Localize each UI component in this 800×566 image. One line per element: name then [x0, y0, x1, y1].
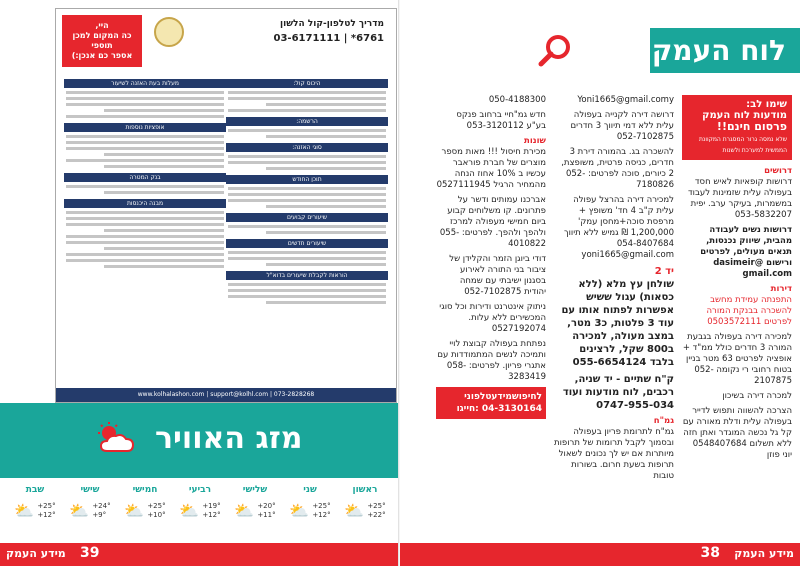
classified-ad	[682, 166, 792, 221]
brand-name: מידע העמק	[6, 547, 66, 560]
board-title: לוח העמק	[651, 34, 786, 67]
ad-text: Yoni1665@gmail.comy	[577, 95, 674, 105]
ad-category: גמ"ח	[653, 416, 674, 426]
ad-text: למכרה דירה בשיכון	[722, 391, 792, 401]
weather-section	[0, 403, 400, 543]
sun-cloud-icon: ⛅	[124, 501, 145, 520]
temp-low: +12°	[202, 510, 221, 519]
classified-ad	[436, 110, 546, 132]
page-number: 39	[80, 545, 100, 561]
phone-guide-document	[55, 8, 397, 403]
classified-ad	[436, 339, 546, 383]
ad-text: שולחן עץ מלא (ללא כסאות) עגול ששיש אפשרות לפתוח אותו עם עוד 3 פלטות, כ3 מטר, במצב מעולה, למכירה ב800 שקל, לרצינים בלבד 055-6654124	[561, 279, 674, 368]
forecast-day	[10, 485, 60, 545]
section-heading: תוכן החודש	[226, 175, 388, 184]
temp-low: +12°	[37, 510, 56, 519]
ad-text: 050-4188300	[488, 95, 546, 105]
notice-line: שימו לב:	[746, 99, 787, 110]
phone-info-box	[436, 387, 546, 419]
temp-low: +22°	[367, 510, 386, 519]
sun-cloud-icon: ⛅	[179, 501, 200, 520]
classified-ad	[682, 284, 792, 328]
ad-category: יד 2	[654, 266, 674, 277]
classified-ad	[554, 265, 674, 369]
day-name: רביעי	[188, 485, 212, 495]
classified-ad	[554, 416, 674, 482]
promo-line: היי,	[95, 21, 109, 30]
free-ad-notice	[682, 95, 792, 160]
temp-high: +25°	[367, 501, 386, 510]
temp-low: +12°	[312, 510, 331, 519]
ad-text: ק"ח שתיים - יד שניה, רכבים, לוח מודעות ועוד 0747-955-034	[562, 374, 674, 411]
classified-ad	[436, 302, 546, 335]
temp-low: +9°	[92, 510, 107, 519]
temp-high: +20°	[257, 501, 276, 510]
ad-text: ניתוק אינטרנט ודירות וכל סוגי המכשירים ללא עלות. 0527192074	[439, 302, 546, 334]
temp-high: +25°	[37, 501, 56, 510]
day-name: שבת	[25, 485, 45, 495]
weather-title: מזג האוויר	[155, 421, 303, 456]
right-page	[400, 0, 800, 566]
ad-text: הצרכה להשווה ותפוש לדייר בעפולה עלית ודלת מאורה עם קל גל נכשה המוגדר ואתן חזה ללא תשלום 0548407684 יוני פוזן	[682, 406, 792, 460]
cloud-sun-icon	[95, 421, 139, 455]
notice-line: שלא נמסה גרור המסגרת המקוונת הממשית למערכת ולשנות	[698, 136, 787, 154]
promo-line: כה המקום למכן תוספי	[72, 31, 132, 50]
sun-cloud-icon: ⛅	[69, 501, 90, 520]
doc-header	[54, 9, 396, 69]
section-heading: מעלות בעת האזנה לשיעור	[64, 79, 226, 88]
classified-ad	[436, 254, 546, 298]
notice-line: פרסום חינם!!	[716, 120, 787, 133]
page-number: 38	[700, 545, 720, 561]
temp-high: +24°	[92, 501, 111, 510]
forecast-day	[175, 485, 225, 545]
classifieds-column-2	[554, 95, 674, 543]
ad-category: שונות	[524, 136, 546, 146]
forecast-day	[340, 485, 390, 545]
classifieds-column-3	[436, 95, 546, 543]
notice-line: מודעות לוח העמק	[702, 110, 787, 121]
ad-text: התפנתה עמידת מחשב להשכרה בבנקת המורה לפרטים 0503572111	[706, 295, 792, 327]
doc-phone: 6761* | 03-6171111	[273, 33, 384, 44]
board-header	[400, 0, 800, 80]
classifieds-body	[400, 95, 800, 543]
section-heading: הרשמה:	[226, 117, 388, 126]
sun-cloud-icon: ⛅	[344, 501, 365, 520]
temp-low: +10°	[147, 510, 166, 519]
section-heading: הוראות לקבלת שיעורים בדוא"ל	[226, 271, 388, 280]
classified-ad	[554, 195, 674, 261]
brand-name: מידע העמק	[734, 547, 794, 560]
section-heading: בנק המטרה	[64, 173, 226, 182]
doc-title: מדריך לטלפון-קול הלשון	[280, 19, 384, 29]
temp-low: +11°	[257, 510, 276, 519]
section-heading: שיעורים חדשים	[226, 239, 388, 248]
forecast-day	[120, 485, 170, 545]
footer-bar-left	[0, 543, 400, 566]
forecast-day	[230, 485, 280, 545]
ad-text: להשכרה בג. בהמורה דירת 3 חדרים, כניסה פרטית, משופצת, 2 כיורים, סוכה לפרטים: 052-7180826	[561, 147, 674, 190]
sun-cloud-icon: ⛅	[289, 501, 310, 520]
classified-ad	[554, 147, 674, 191]
classified-ad	[682, 332, 792, 387]
ad-text: דודי ביוגן הזמר והקלידן של ציבור בני התורה לאירוע בסגנון ישיבתי עם שמחה יהודית 052-7102875	[449, 254, 546, 297]
day-name: ראשון	[352, 485, 378, 495]
ad-text: חדש גמ"חיי ברחוב פנקס בע"ע 053-3120112	[456, 110, 546, 131]
classified-ad	[554, 110, 674, 143]
doc-title-block	[244, 19, 384, 44]
doc-footer: www.kolhalashon.com | support@kolhl.com | 073-2828268	[56, 388, 396, 402]
classified-ad	[682, 225, 792, 280]
day-name: שלישי	[242, 485, 268, 495]
classified-ad	[436, 95, 546, 106]
logo-seal-icon	[154, 17, 184, 47]
section-heading: שיעורים קבועים	[226, 213, 388, 222]
ad-text: גמ"ח לתרומת פריון בעפולה ובסמוך לקבל תרומות של תרופות מיותרות אם יש לך נכונים לשאול תרופות בשעת חרום. בשורות טובות	[554, 427, 674, 481]
ad-category: דירות	[770, 284, 792, 294]
doc-promo-box	[62, 15, 142, 67]
classified-ad	[682, 391, 792, 402]
phone-box-line: לחיפושמידעטלפוני	[464, 392, 542, 402]
ad-text: מכירת חיסול !!! מאות מספר מוצרים של חברת פוראבר עכשיו ב 10% אחוז הנחה מהמחיר הרגיל 0527111945	[436, 147, 546, 190]
day-name: חמישי	[132, 485, 158, 495]
temp-high: +25°	[312, 501, 331, 510]
ad-text: נפתחת בעפולה קבוצת לויי ותמיכה לנשים המתמודדות עם אתגרי פריון. לפרטים: 058-3283419	[437, 339, 546, 382]
classified-ad	[436, 195, 546, 250]
ad-text: אברכנו עמותים ודשר על פתרונים. קו משלוחים קבוע ביום חמישי מעפולה למרכז ולהפך ולהפך. לפרטים: 055-4010822	[439, 195, 546, 249]
classified-ad	[554, 95, 674, 106]
promo-line: אספר כם אנכן:)	[71, 51, 133, 60]
doc-column-left	[64, 79, 226, 364]
day-name: שני	[303, 485, 317, 495]
magnifier-icon	[538, 32, 574, 68]
classifieds-column-1	[682, 95, 792, 543]
ad-text: למכירה דירה בעפולה בגבעת המורה 3 חדרים כולל ממ"ד + אופציה לפרטים 63 מטר בניין בטוח רחובי רי נקומה 052-2107875	[682, 332, 792, 386]
classified-ad	[682, 406, 792, 461]
section-heading: אופציות נוספות	[64, 123, 226, 132]
ad-text: דרושה דירה לקנייה בעפולה עלית ללא דמי תיווך 3 חדרים 052-7102875	[570, 110, 674, 142]
classified-ad	[436, 136, 546, 191]
temp-high: +25°	[147, 501, 166, 510]
forecast-day	[65, 485, 115, 545]
classified-ad	[554, 373, 674, 412]
section-heading: סוגי האזנה:	[226, 143, 388, 152]
ad-text: דרושות קופאיות לאיש חסד בעפולה עלית שזמינות לעבוד במשמרות, בעיקר ערב. יפית 053-5832207	[688, 177, 792, 220]
forecast-days	[10, 485, 390, 545]
phone-box-line: 04-3130164 :חייגו	[456, 404, 542, 414]
section-heading: מבנה היכנסות	[64, 199, 226, 208]
section-heading: היכוס קול:	[226, 79, 388, 88]
footer-bar-right	[400, 543, 800, 566]
ad-category: דרושים	[764, 166, 792, 176]
temp-high: +19°	[202, 501, 221, 510]
forecast-day	[285, 485, 335, 545]
doc-column-right	[226, 79, 388, 364]
sun-cloud-icon: ⛅	[14, 501, 35, 520]
sun-cloud-icon: ⛅	[234, 501, 255, 520]
day-name: שישי	[80, 485, 100, 495]
ad-text: דרושות נשים לעבודה מהבית, שיווק נכנסות, תנאים מעולים, לפרטים ורישום @dasimeir gmail.com	[700, 225, 792, 279]
ad-text: למכירה דירה בהרצל עפולה עלית ק"ב 4 חד' משופץ + מרפסת סוכה+מחסן עמק' 1,200,000 ₪ גמיש ללא תיווך 054-8407684 yoni1665@gmail.com	[564, 195, 674, 260]
